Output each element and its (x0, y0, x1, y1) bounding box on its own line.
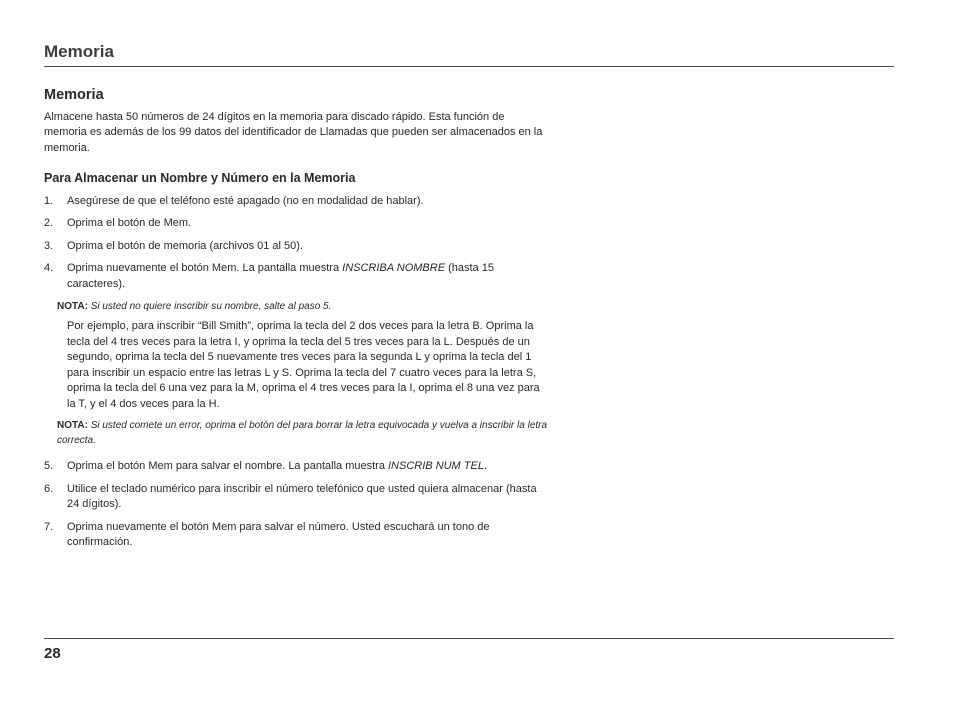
step-number: 1. (44, 194, 54, 207)
step-number: 3. (44, 239, 54, 252)
step-number: 6. (44, 482, 54, 495)
note-text: Si usted no quiere inscribir su nombre, salte al paso 5. (90, 301, 332, 312)
step-number: 5. (44, 460, 54, 472)
step-text: Utilice el teclado numérico para inscribir el número telefónico que usted quiera almacenar (hasta 24 dígitos). (67, 482, 537, 510)
step-5 (44, 459, 549, 475)
footer-divider (44, 638, 894, 639)
subsection-title: Para Almacenar un Nombre y Número en la Memoria (44, 171, 356, 185)
step-4 (44, 261, 549, 292)
note-1 (44, 299, 549, 314)
step-text: Oprima nuevamente el botón Mem. La pantalla muestra (67, 262, 343, 274)
display-text: INSCRIB NUM TEL (388, 460, 484, 472)
step-text: Oprima el botón de Mem. (67, 217, 192, 229)
step-7 (44, 520, 549, 551)
step-text-end: . (483, 460, 488, 472)
page-header-title: Memoria (44, 42, 114, 61)
step-text: Oprima nuevamente el botón Mem para salvar el número. Usted escuchará un tono de confirmación. (67, 520, 490, 548)
main-content (44, 88, 549, 558)
step-text-end: (hasta 15 caracteres). (67, 262, 494, 290)
page-number: 28 (44, 645, 61, 662)
example-paragraph: Por ejemplo, para inscribir “Bill Smith”, oprima la tecla del 2 dos veces para la letra B. Oprima la tecla del 4 tres veces para la letra I, y oprima la tecla del 5 tres veces para la L. Después de un segundo, oprima la tecla del 5 nuevamente tres veces para la segunda L y oprima la tecla del 1 para inscribir un espacio entre las letras L y S. Oprima la tecla del 7 cuatro veces para la letra S, oprima la tecla del 6 una vez para la M, oprima el 4 tres veces para la I, oprima el 8 una vez para la T, y el 4 dos veces para la H. (67, 320, 540, 410)
intro-paragraph: Almacene hasta 50 números de 24 dígitos en la memoria para discado rápido. Esta función de memoria es además de los 99 datos del identificador de Llamadas que pueden ser almacenados en la memoria. (44, 110, 543, 154)
header-divider (44, 66, 894, 67)
step-number: 2. (44, 217, 54, 229)
step-2 (44, 216, 549, 232)
step-text: Oprima el botón Mem para salvar el nombre. La pantalla muestra (67, 460, 388, 472)
note-label: NOTA: (57, 420, 88, 431)
note-text: Si usted comete un error, oprima el botón del para borrar la letra equivocada y vuelva a inscribir la letra correcta. (57, 420, 548, 446)
note-2 (44, 418, 549, 448)
note-label: NOTA: (57, 301, 88, 312)
section-title: Memoria (44, 87, 104, 103)
display-text: INSCRIBA NOMBRE (342, 262, 446, 274)
step-6 (44, 482, 549, 513)
step-number: 4. (44, 262, 54, 274)
step-3 (44, 239, 549, 255)
step-text: Oprima el botón de memoria (archivos 01 al 50). (67, 239, 303, 252)
step-text: Asegúrese de que el teléfono esté apagado (no en modalidad de hablar). (67, 194, 424, 207)
step-number: 7. (44, 520, 54, 533)
step-1 (44, 194, 549, 210)
